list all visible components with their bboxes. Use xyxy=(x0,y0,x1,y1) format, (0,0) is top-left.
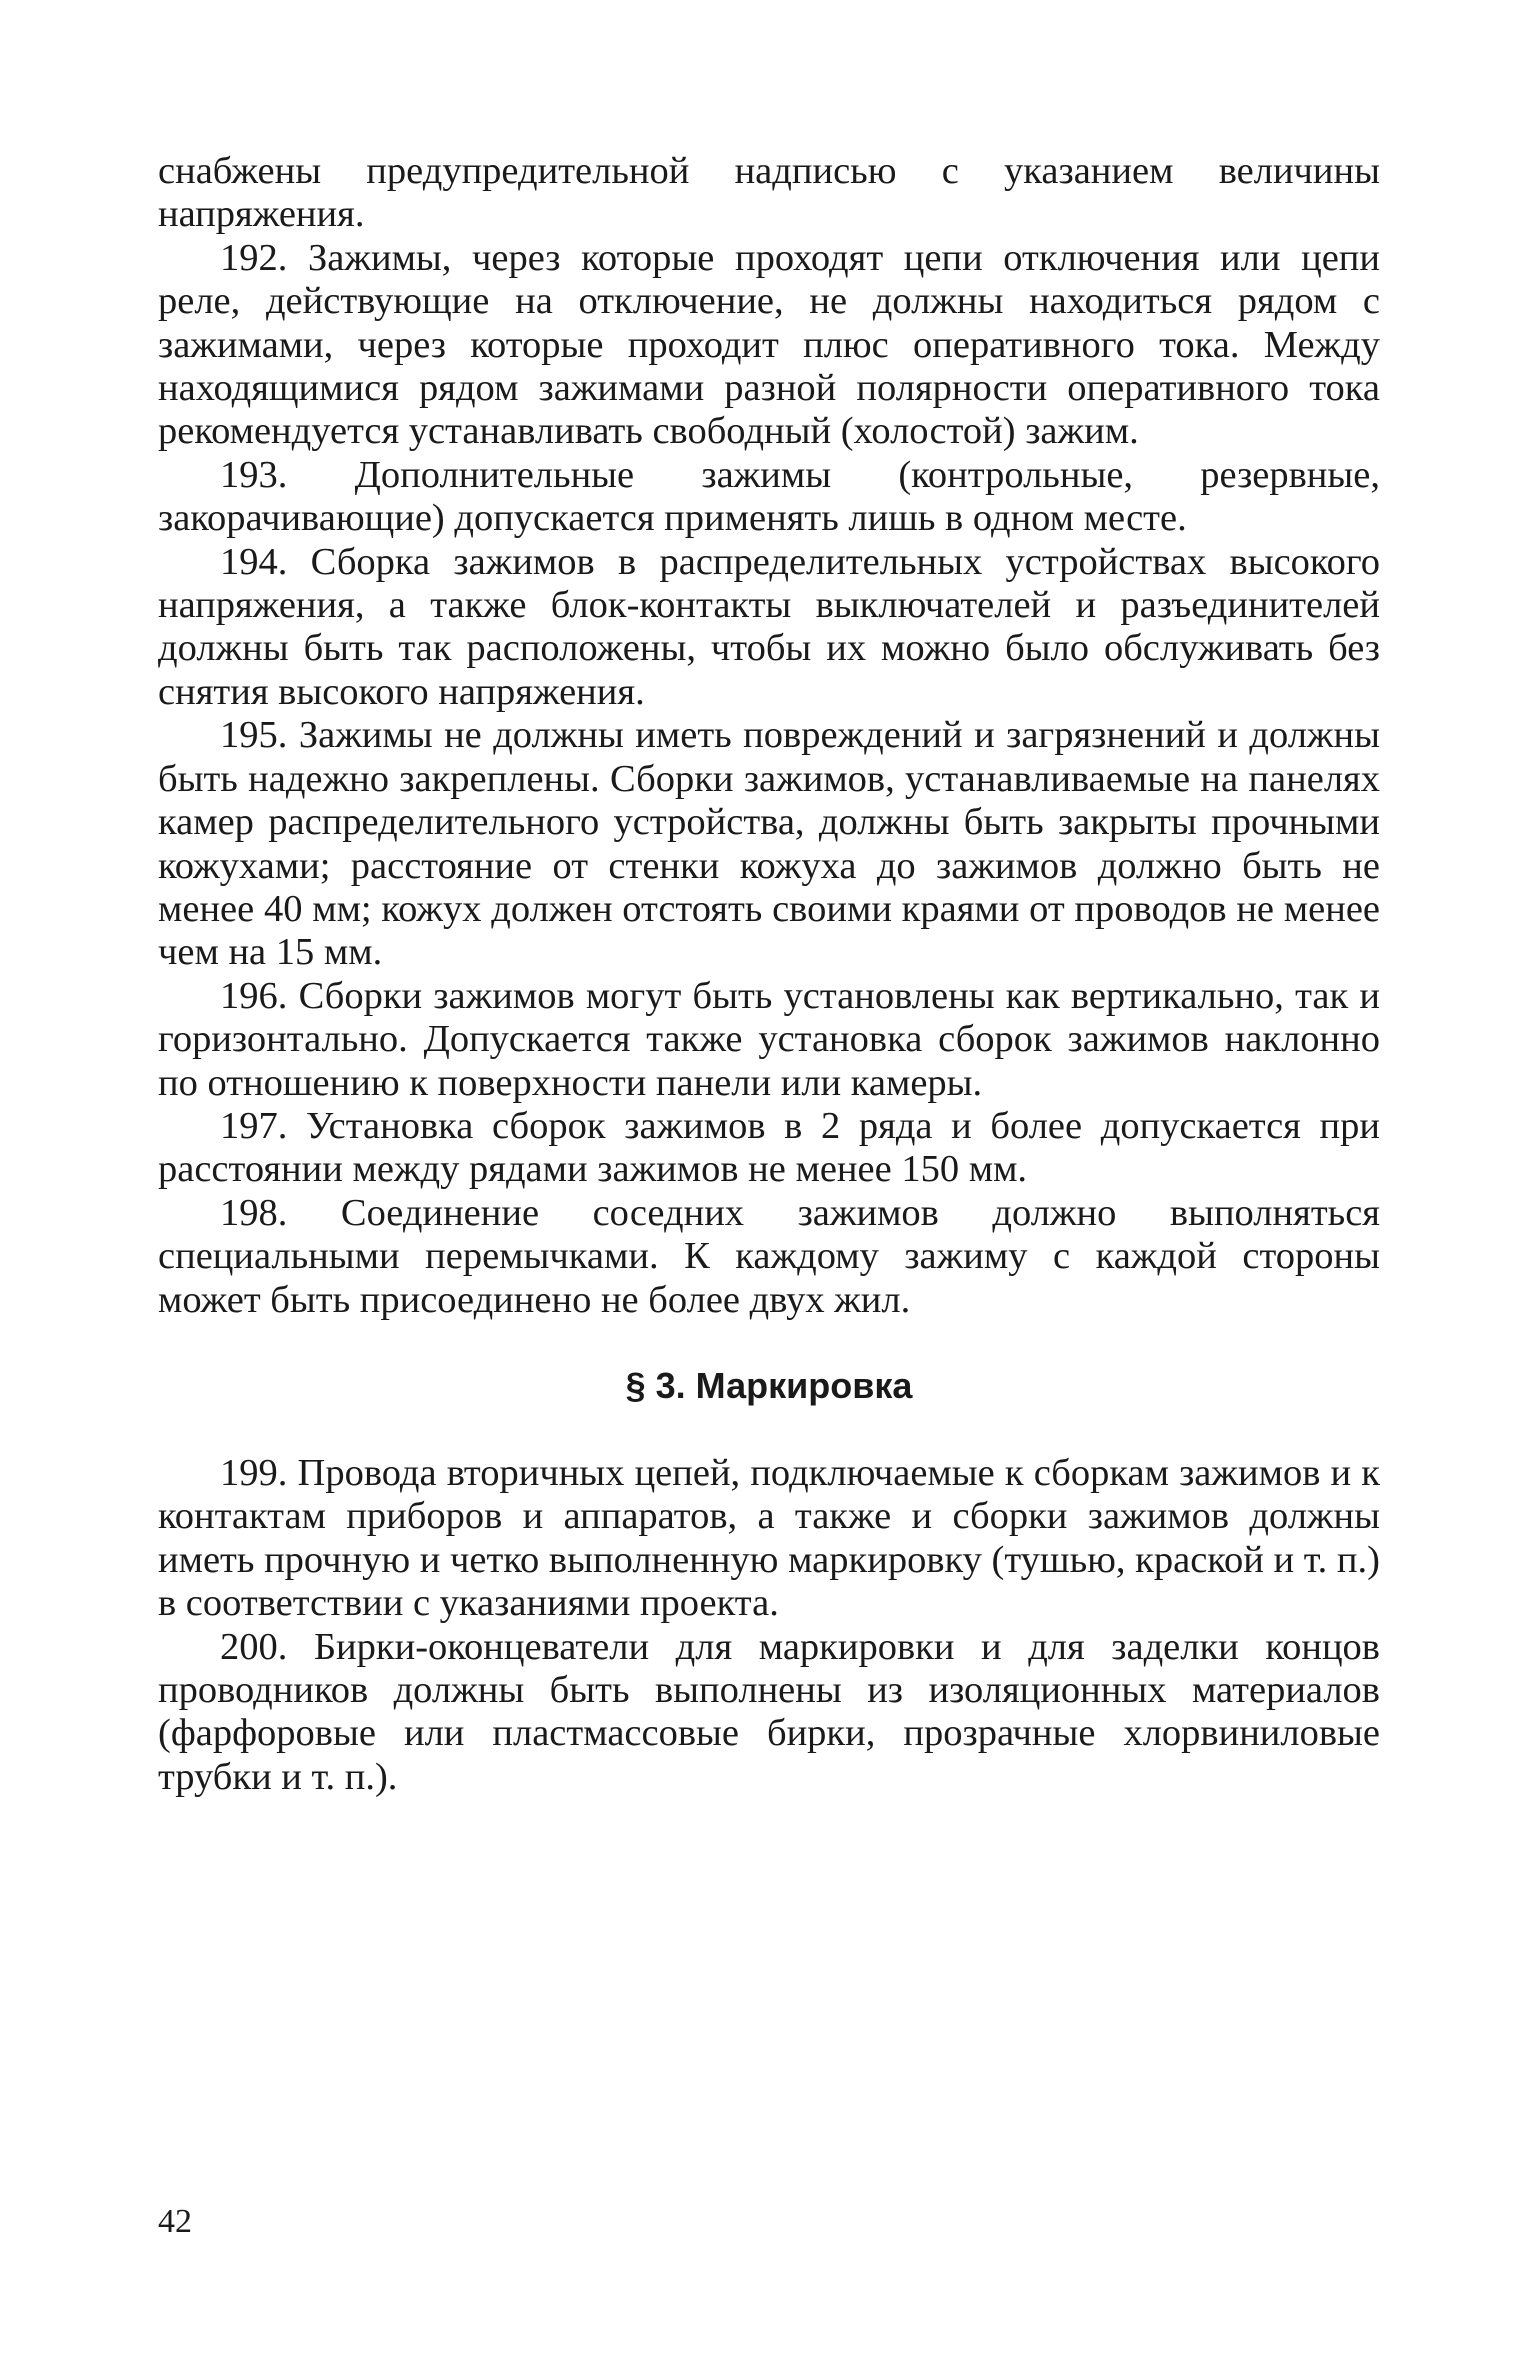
paragraph-199: 199. Провода вторичных цепей, подключаемые к сборкам зажимов и к контактам приборов и аппаратов, а также и сборки зажимов должны иметь прочную и четко выполненную маркировку (тушью, краской и т. п.) в соответствии с указаниями проекта. xyxy=(158,1451,1380,1625)
page-body xyxy=(158,150,1380,1799)
paragraph-192: 192. Зажимы, через которые проходят цепи отключения или цепи реле, действующие на отключение, не должны находиться рядом с зажимами, через которые проходит плюс оперативного тока. Между находящимися рядом зажимами разной полярности оперативного тока рекомендуется устанавливать свободный (холостой) зажим. xyxy=(158,236,1380,453)
section-heading: § 3. Маркировка xyxy=(625,1364,913,1406)
paragraph-200: 200. Бирки-оконцеватели для маркировки и для заделки концов проводников должны быть выполнены из изоляционных материалов (фарфоровые или пластмассовые бирки, прозрачные хлорвиниловые трубки и т. п.). xyxy=(158,1625,1380,1798)
paragraph-194: 194. Сборка зажимов в распределительных устройствах высокого напряжения, а также блок-контакты выключателей и разъединителей должны быть так расположены, чтобы их можно было обслуживать без снятия высокого напряжения. xyxy=(158,540,1380,713)
paragraph-continuation: снабжены предупредительной надписью с указанием величины напряжения. xyxy=(158,150,1380,236)
page-number: 42 xyxy=(158,2203,192,2240)
paragraph-196: 196. Сборки зажимов могут быть установлены как вертикально, так и горизонтально. Допускается также установка сборок зажимов наклонно по отношению к поверхности панели или камеры. xyxy=(158,974,1380,1104)
paragraph-197: 197. Установка сборок зажимов в 2 ряда и более допускается при расстоянии между рядами зажимов не менее 150 мм. xyxy=(158,1104,1380,1191)
paragraph-195: 195. Зажимы не должны иметь повреждений и загрязнений и должны быть надежно закреплены. Сборки зажимов, устанавливаемые на панелях камер распределительного устройства, должны быть закрыты прочными кожухами; расстояние от стенки кожуха до зажимов должно быть не менее 40 мм; кожух должен отстоять своими краями от проводов не менее чем на 15 мм. xyxy=(158,714,1380,974)
paragraph-198: 198. Соединение соседних зажимов должно выполняться специальными перемычками. К каждому зажиму с каждой стороны может быть присоединено не более двух жил. xyxy=(158,1191,1380,1321)
paragraph-193: 193. Дополнительные зажимы (контрольные, резервные, закорачивающие) допускается применять лишь в одном месте. xyxy=(158,453,1380,540)
